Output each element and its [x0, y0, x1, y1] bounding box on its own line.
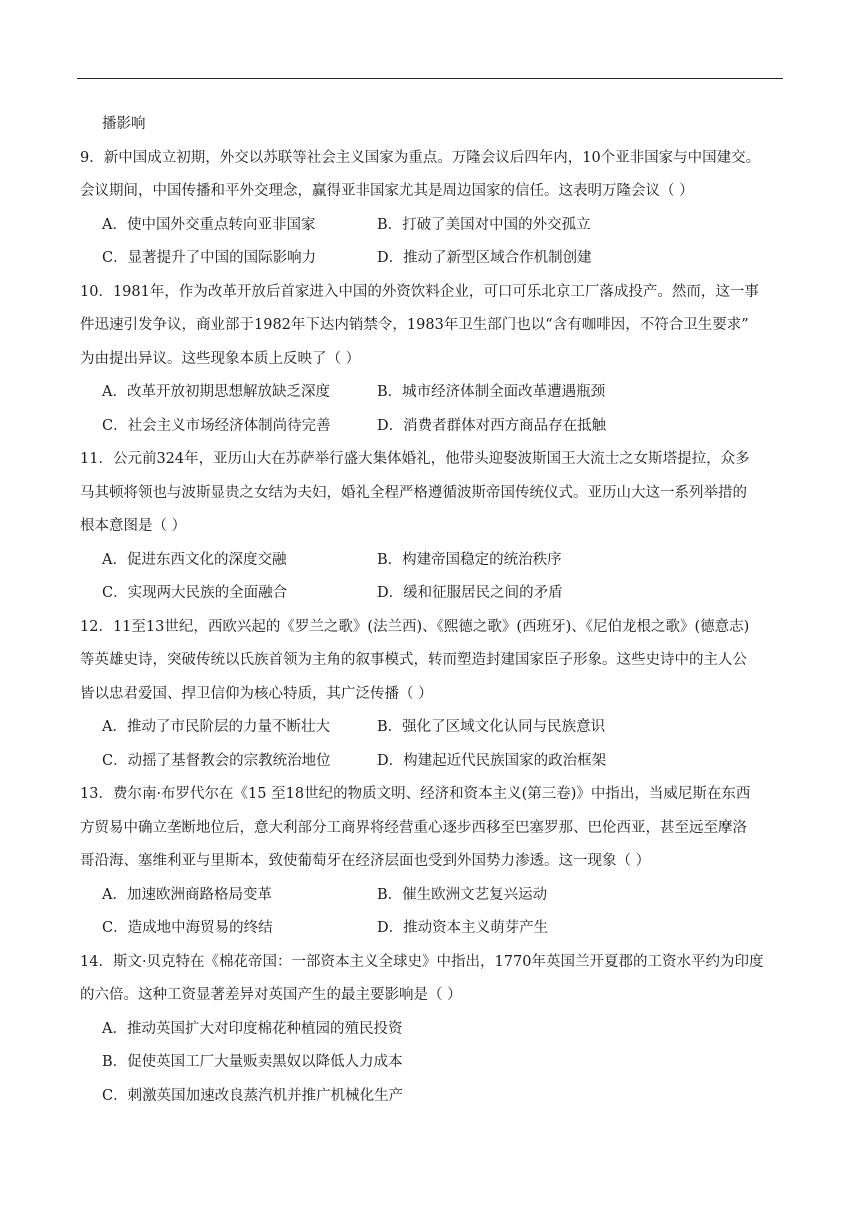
option-b[interactable]: B．催生欧洲文艺复兴运动 [377, 886, 548, 903]
option-a[interactable]: A．推动了市民阶层的力量不断壮大 [102, 719, 330, 735]
question-10 [80, 276, 785, 444]
option-a[interactable]: A．使中国外交重点转向亚非国家 [102, 216, 316, 233]
question-text-line: 件迅速引发争议，商业部于1982年下达内销禁令，1983年卫生部门也以“含有咖啡因，不符合卫生要求” [80, 317, 749, 333]
question-text-line: 11．公元前324年，亚历山大在苏萨举行盛大集体婚礼，他带头迎娶波斯国王大流士之女斯塔提拉，众多 [80, 451, 750, 467]
question-text-line: 哥沿海、塞维利亚与里斯本，致使葡萄牙在经济层面也受到外国势力渗透。这一现象（ ） [80, 853, 651, 869]
question-text-line: 为由提出异议。这些现象本质上反映了（ ） [80, 350, 361, 367]
option-row [80, 242, 785, 276]
option-row [80, 376, 785, 410]
option-d[interactable]: D．消费者群体对西方商品存在抵触 [377, 417, 607, 434]
option-a[interactable]: A．加速欧洲商路格局变革 [102, 886, 272, 903]
option-c[interactable]: C．刺激英国加速改良蒸汽机并推广机械化生产 [102, 1087, 404, 1104]
question-text-line: 马其顿将领也与波斯显贵之女结为夫妇，婚礼全程严格遵循波斯帝国传统仪式。亚历山大这一系列举措的 [80, 484, 747, 501]
option-c[interactable]: C．实现两大民族的全面融合 [102, 585, 288, 601]
option-row [80, 745, 785, 779]
option-b[interactable]: B．打破了美国对中国的外交孤立 [377, 216, 591, 233]
option-row [80, 577, 785, 611]
question-text-line: 13．费尔南·布罗代尔在《15 至18世纪的物质文明、经济和资本主义(第三卷)》中指出，当威尼斯在东西 [80, 786, 751, 802]
option-c[interactable]: C．显著提升了中国的国际影响力 [102, 250, 317, 266]
question-12 [80, 611, 785, 779]
exam-page-content [80, 108, 785, 1113]
question-text-line: 皆以忠君爱国、捍卫信仰为核心特质，其广泛传播（ ） [80, 685, 433, 702]
question-13 [80, 778, 785, 946]
question-text-line: 14．斯文·贝克特在《棉花帝国：一部资本主义全球史》中指出，1770年英国兰开夏郡的工资水平约为印度 [80, 953, 764, 970]
question-text-line: 等英雄史诗，突破传统以氏族首领为主角的叙事模式，转而塑造封建国家臣子形象。这些史诗中的主人公 [80, 652, 747, 668]
option-row [80, 879, 785, 913]
option-d[interactable]: D．构建起近代民族国家的政治框架 [377, 752, 607, 769]
header-rule [77, 78, 783, 79]
question-9 [80, 142, 785, 276]
option-d[interactable]: D．推动了新型区域合作机制创建 [377, 250, 592, 266]
option-d[interactable]: D．推动资本主义萌芽产生 [377, 920, 549, 936]
option-a[interactable]: A．改革开放初期思想解放缺乏深度 [102, 384, 330, 400]
question-text-line: 会议期间，中国传播和平外交理念，赢得亚非国家尤其是周边国家的信任。这表明万隆会议（ ） [80, 183, 694, 199]
question-text-line: 方贸易中确立垄断地位后，意大利部分工商界将经营重心逐步西移至巴塞罗那、巴伦西亚，甚至远至摩洛 [80, 819, 747, 836]
option-row [80, 410, 785, 444]
option-b[interactable]: B．强化了区域文化认同与民族意识 [377, 719, 606, 735]
option-row [80, 912, 785, 946]
option-row [80, 544, 785, 578]
option-row [80, 209, 785, 243]
question-14 [80, 946, 785, 1114]
option-a[interactable]: A．促进东西文化的深度交融 [102, 551, 287, 568]
option-b[interactable]: B．促使英国工厂大量贩卖黑奴以降低人力成本 [102, 1054, 403, 1070]
option-d[interactable]: D．缓和征服居民之间的矛盾 [377, 585, 563, 601]
question-text-line: 12．11至13世纪，西欧兴起的《罗兰之歌》(法兰西)、《熙德之歌》(西班牙)、《尼伯龙根之歌》(德意志) [80, 618, 750, 635]
question-text-line: 10．1981年，作为改革开放后首家进入中国的外资饮料企业，可口可乐北京工厂落成投产。然而，这一事 [80, 283, 759, 300]
option-c[interactable]: C．造成地中海贸易的终结 [102, 920, 273, 936]
question-text-line: 的六倍。这种工资显著差异对英国产生的最主要影响是（ ） [80, 987, 462, 1003]
option-c[interactable]: C．动摇了基督教会的宗教统治地位 [102, 752, 331, 769]
option-c[interactable]: C．社会主义市场经济体制尚待完善 [102, 417, 331, 434]
question-text-line: 根本意图是（ ） [80, 518, 187, 534]
option-a[interactable]: A．推动英国扩大对印度棉花种植园的殖民投资 [102, 1020, 403, 1037]
option-row [80, 711, 785, 745]
question-11 [80, 443, 785, 611]
continuation-text: 播影响 [102, 116, 146, 132]
question-text-line: 9．新中国成立初期，外交以苏联等社会主义国家为重点。万隆会议后四年内，10个亚非国家与中国建交。 [80, 149, 761, 166]
option-b[interactable]: B．构建帝国稳定的统治秩序 [377, 551, 562, 568]
option-b[interactable]: B．城市经济体制全面改革遭遇瓶颈 [377, 384, 606, 400]
